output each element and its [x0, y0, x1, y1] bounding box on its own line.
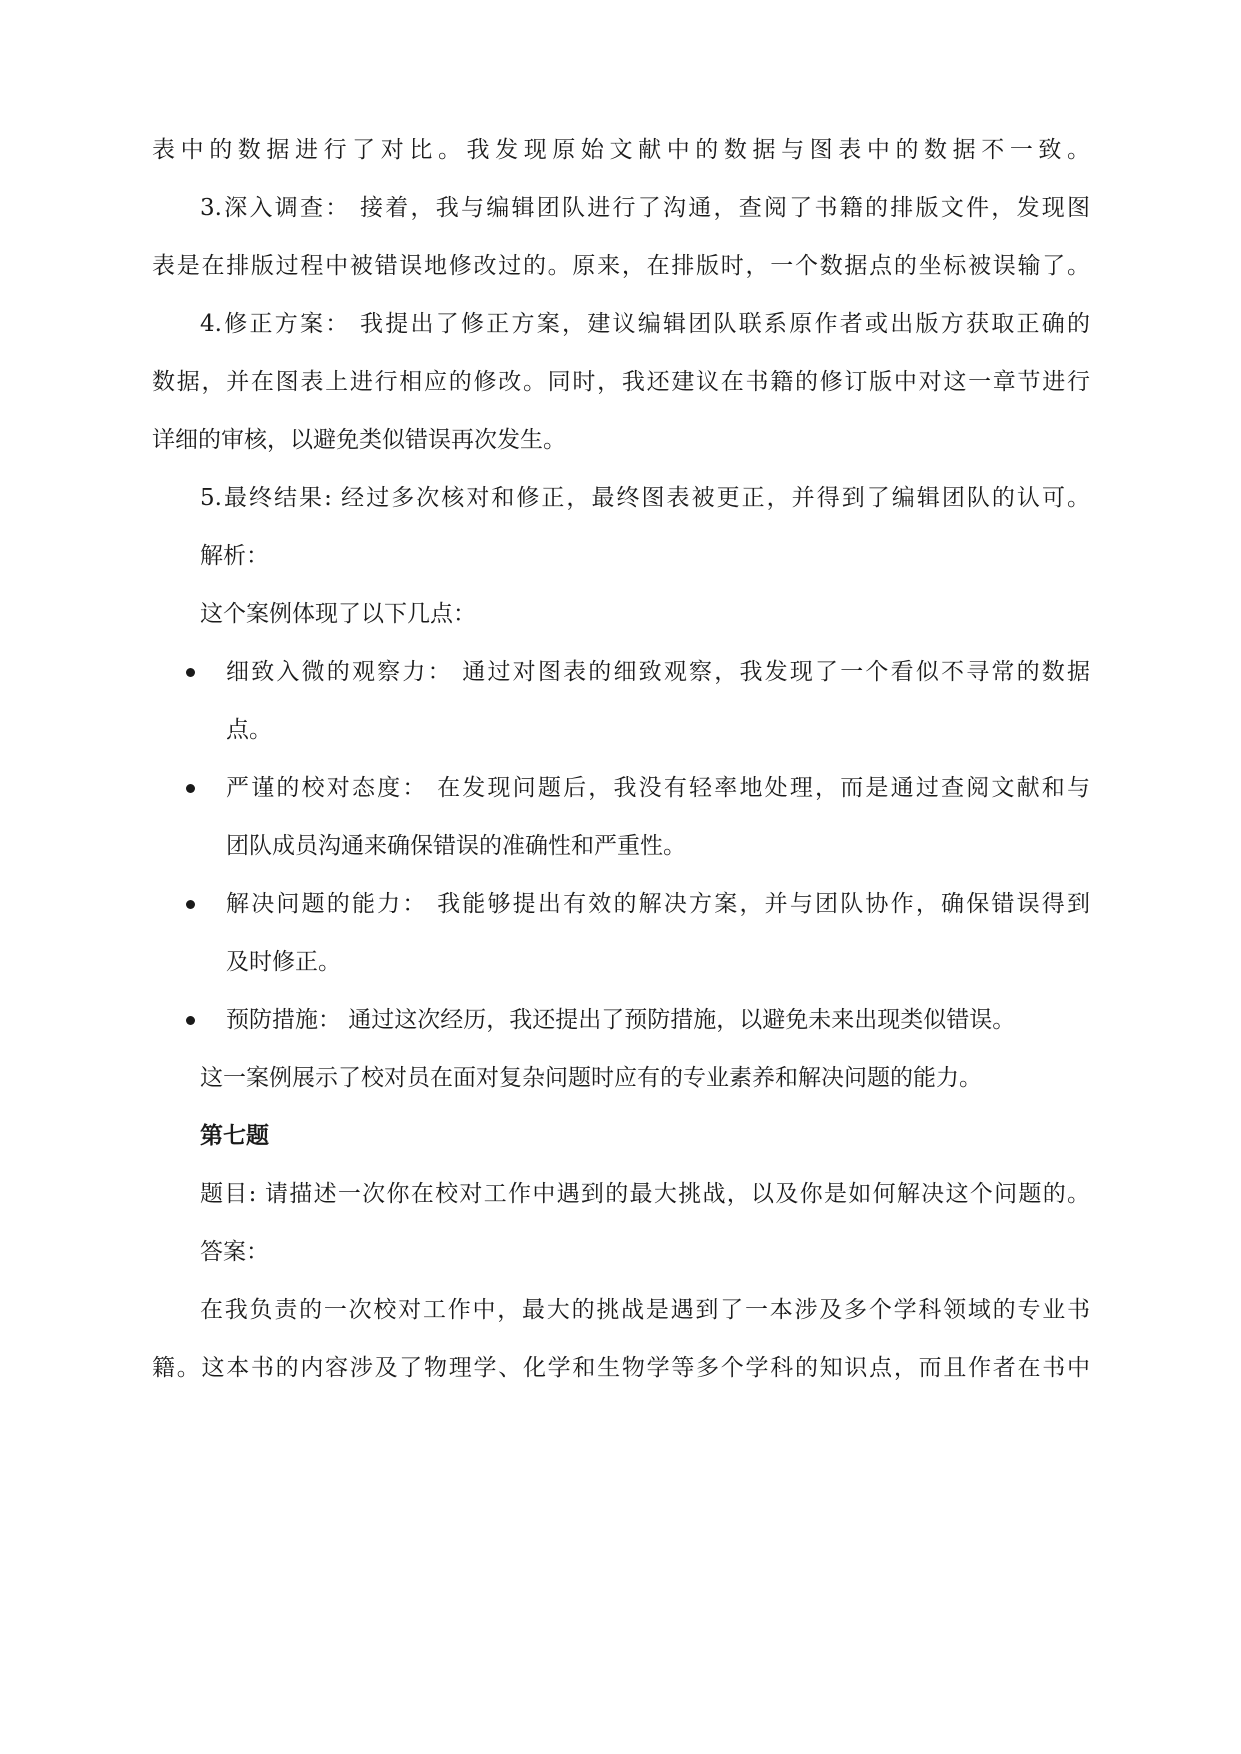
bullet-4-line-1: 预防措施： 通过这次经历，我还提出了预防措施，以避免未来出现类似错误。 — [226, 1007, 1016, 1033]
bullet-dot-icon — [186, 900, 195, 909]
paragraph-line: 表中的数据进行了对比。我发现原始文献中的数据与图表中的数据不一致。 — [152, 137, 1090, 163]
bullet-dot-icon — [186, 668, 195, 677]
step-4-line-3: 详细的审核，以避免类似错误再次发生。 — [152, 427, 566, 453]
bullet-3-line-1: 解决问题的能力： 我能够提出有效的解决方案，并与团队协作，确保错误得到 — [226, 891, 1090, 917]
bullet-1-line-1: 细致入微的观察力： 通过对图表的细致观察，我发现了一个看似不寻常的数据 — [226, 659, 1090, 685]
question-text: 题目: 请描述一次你在校对工作中遇到的最大挑战，以及你是如何解决这个问题的。 — [200, 1181, 1090, 1207]
bullet-3-line-2: 及时修正。 — [226, 949, 341, 975]
step-3-line-1: 3.深入调查： 接着，我与编辑团队进行了沟通，查阅了书籍的排版文件，发现图 — [200, 195, 1090, 221]
analysis-label: 解析： — [200, 543, 269, 569]
bullet-1-line-2: 点。 — [226, 717, 272, 743]
bullet-dot-icon — [186, 784, 195, 793]
step-4-line-1: 4.修正方案： 我提出了修正方案，建议编辑团队联系原作者或出版方获取正确的 — [200, 311, 1090, 337]
bullet-2-line-1: 严谨的校对态度： 在发现问题后，我没有轻率地处理，而是通过查阅文献和与 — [226, 775, 1090, 801]
section-heading: 第七题 — [200, 1122, 269, 1149]
analysis-intro: 这个案例体现了以下几点： — [200, 601, 476, 627]
bullet-dot-icon — [186, 1016, 195, 1025]
answer-line-1: 在我负责的一次校对工作中，最大的挑战是遇到了一本涉及多个学科领域的专业书 — [200, 1297, 1090, 1323]
step-4-line-2: 数据，并在图表上进行相应的修改。同时，我还建议在书籍的修订版中对这一章节进行 — [152, 369, 1090, 395]
bullet-2-line-2: 团队成员沟通来确保错误的准确性和严重性。 — [226, 833, 686, 859]
conclusion: 这一案例展示了校对员在面对复杂问题时应有的专业素养和解决问题的能力。 — [200, 1065, 982, 1091]
step-5-line: 5.最终结果: 经过多次核对和修正，最终图表被更正，并得到了编辑团队的认可。 — [200, 485, 1090, 511]
answer-label: 答案： — [200, 1239, 269, 1265]
step-3-line-2: 表是在排版过程中被错误地修改过的。原来，在排版时，一个数据点的坐标被误输了。 — [152, 253, 1090, 279]
answer-line-2: 籍。这本书的内容涉及了物理学、化学和生物学等多个学科的知识点，而且作者在书中 — [152, 1355, 1090, 1381]
